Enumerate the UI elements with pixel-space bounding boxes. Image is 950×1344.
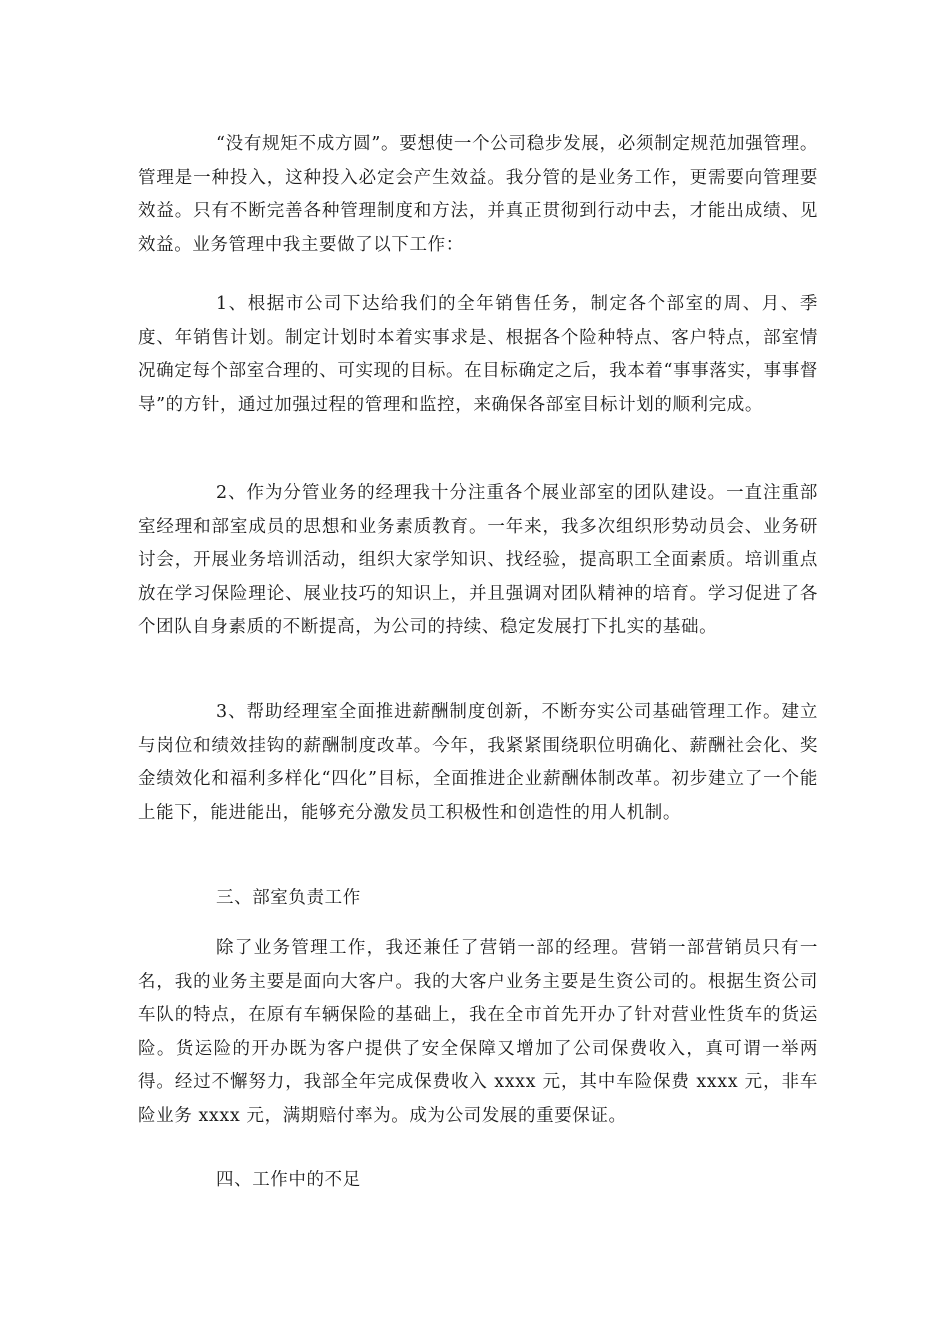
paragraph-management-intro: “没有规矩不成方圆”。要想使一个公司稳步发展，必须制定规范加强管理。管理是一种投入，这种投入必定会产生效益。我分管的是业务工作，更需要向管理要效益。只有不断完善各种管理制度和方法，并真正贯彻到行动中去，才能出成绩、见效益。业务管理中我主要做了以下工作：: [138, 134, 818, 255]
paragraph-item-3-salary-reform: 3、帮助经理室全面推进薪酬制度创新，不断夯实公司基础管理工作。建立与岗位和绩效挂钩的薪酬制度改革。今年，我紧紧围绕职位明确化、薪酬社会化、奖金绩效化和福利多样化“四化”目标，全面推进企业薪酬体制改革。初步建立了一个能上能下，能进能出，能够充分激发员工积极性和创造性的用人机制。: [138, 702, 818, 823]
paragraph-department-work: 除了业务管理工作，我还兼任了营销一部的经理。营销一部营销员只有一名，我的业务主要是面向大客户。我的大客户业务主要是生资公司的。根据生资公司车队的特点，在原有车辆保险的基础上，我在全市首先开办了针对营业性货车的货运险。货运险的开办既为客户提供了安全保障又增加了公司保费收入，真可谓一举两得。经过不懈努力，我部全年完成保费收入 xxxx 元，其中车险保费 xxxx 元，非车险业务 xxxx 元，满期赔付率为。成为公司发展的重要保证。: [138, 938, 818, 1126]
section-heading-shortcomings: 四、工作中的不足: [216, 1170, 361, 1190]
section-heading-department-work: 三、部室负责工作: [216, 888, 361, 908]
paragraph-item-2-team-building: 2、作为分管业务的经理我十分注重各个展业部室的团队建设。一直注重部室经理和部室成员的思想和业务素质教育。一年来，我多次组织形势动员会、业务研讨会，开展业务培训活动，组织大家学知识、找经验，提高职工全面素质。培训重点放在学习保险理论、展业技巧的知识上，并且强调对团队精神的培育。学习促进了各个团队自身素质的不断提高，为公司的持续、稳定发展打下扎实的基础。: [138, 483, 818, 637]
paragraph-item-1-sales-plan: 1、根据市公司下达给我们的全年销售任务，制定各个部室的周、月、季度、年销售计划。制定计划时本着实事求是、根据各个险种特点、客户特点，部室情况确定每个部室合理的、可实现的目标。在目标确定之后，我本着“事事落实，事事督导”的方针，通过加强过程的管理和监控，来确保各部室目标计划的顺利完成。: [138, 294, 818, 415]
